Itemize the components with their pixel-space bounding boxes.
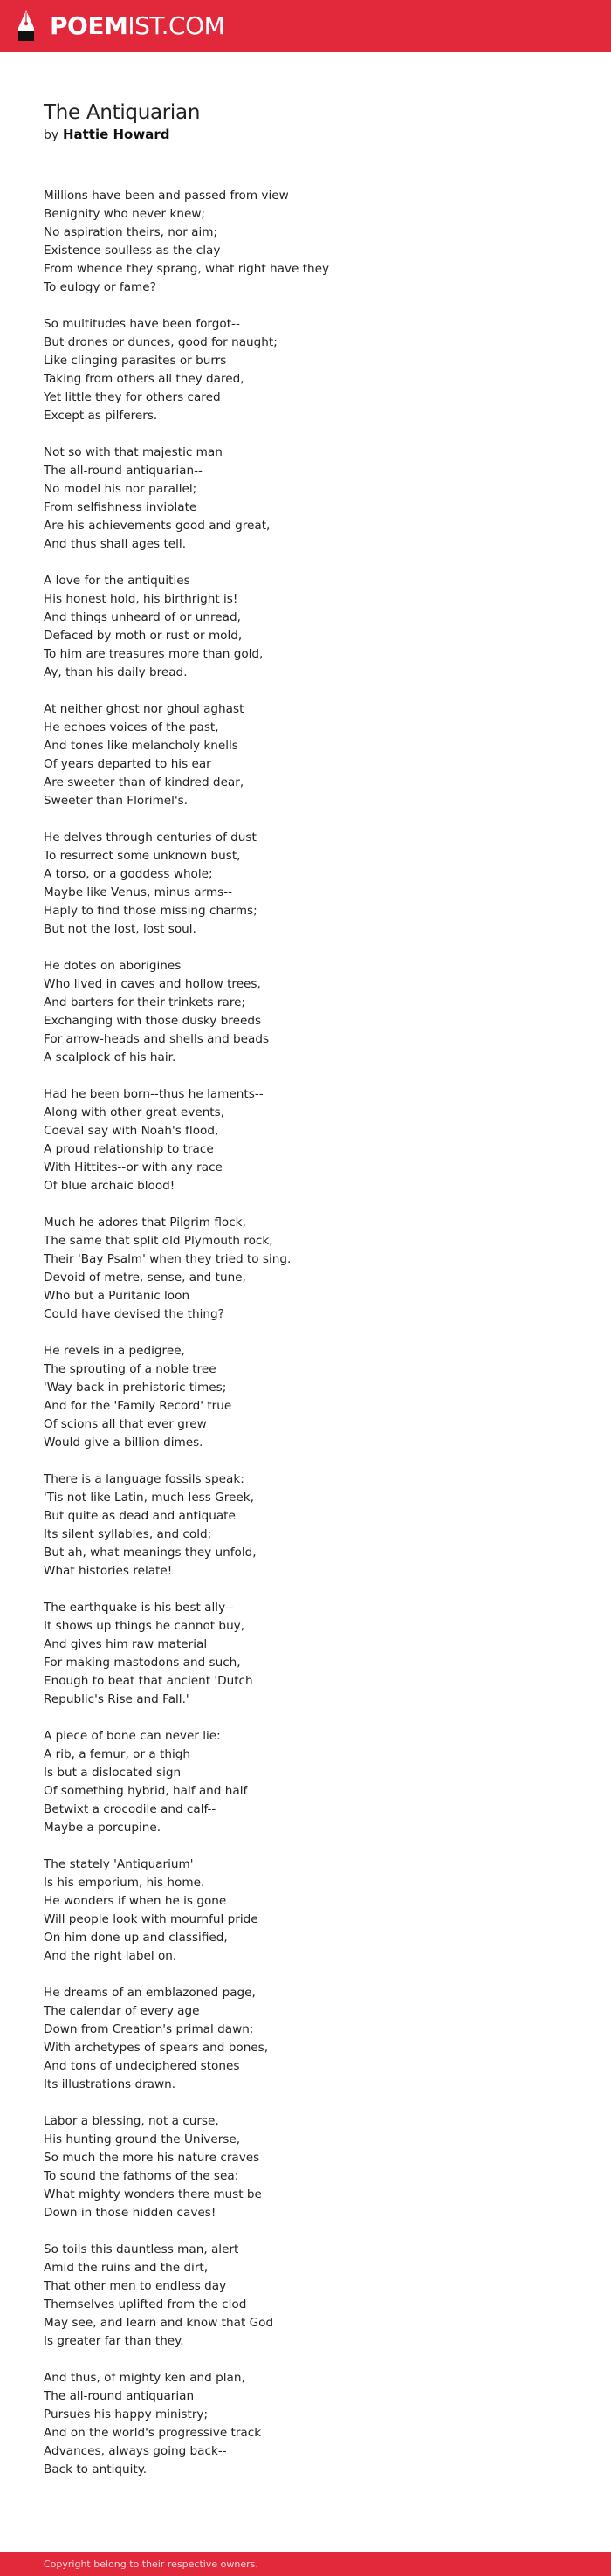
poem-line: A proud relationship to trace bbox=[44, 1142, 214, 1156]
stanza bbox=[44, 444, 567, 554]
logo-light-part: IST.COM bbox=[127, 11, 225, 40]
poem-line: To resurrect some unknown bust, bbox=[44, 849, 241, 863]
poem-line: No model his nor parallel; bbox=[44, 482, 197, 496]
poem-line: Labor a blessing, not a curse, bbox=[44, 2114, 219, 2128]
poem-line: But drones or dunces, good for naught; bbox=[44, 335, 278, 349]
poem-line: Of years departed to his ear bbox=[44, 757, 211, 771]
poem-line: Maybe a porcupine. bbox=[44, 1821, 161, 1835]
site-footer bbox=[0, 2552, 611, 2576]
poem-line: Had he been born--thus he laments-- bbox=[44, 1087, 264, 1101]
poem-line: Existence soulless as the clay bbox=[44, 244, 221, 258]
stanza bbox=[44, 1085, 567, 1195]
stanza bbox=[44, 829, 567, 939]
poem-line: From selfishness inviolate bbox=[44, 500, 197, 514]
stanza bbox=[44, 572, 567, 682]
poem-line: To him are treasures more than gold, bbox=[44, 647, 264, 661]
poem-line: Of something hybrid, half and half bbox=[44, 1784, 248, 1798]
poem-line: Who lived in caves and hollow trees, bbox=[44, 977, 261, 991]
poem-line: Along with other great events, bbox=[44, 1105, 225, 1119]
poem-line: Not so with that majestic man bbox=[44, 445, 223, 459]
poem-line: And the right label on. bbox=[44, 1949, 177, 1963]
poem-line: Sweeter than Florimel's. bbox=[44, 794, 189, 808]
poem-line: Is but a dislocated sign bbox=[44, 1766, 182, 1780]
poem-line: Is his emporium, his home. bbox=[44, 1876, 205, 1890]
stanza bbox=[44, 1342, 567, 1452]
poem-content bbox=[44, 100, 567, 2497]
poem-line: The all-round antiquarian-- bbox=[44, 464, 203, 478]
site-header bbox=[0, 0, 611, 52]
poem-line: From whence they sprang, what right have they bbox=[44, 262, 330, 276]
poem-line: Taking from others all they dared, bbox=[44, 372, 244, 386]
poem-line: Are sweeter than of kindred dear, bbox=[44, 775, 244, 789]
poem-line: Of scions all that ever grew bbox=[44, 1417, 207, 1431]
poem-line: But quite as dead and antiquate bbox=[44, 1509, 236, 1523]
stanza bbox=[44, 1984, 567, 2094]
stanza bbox=[44, 315, 567, 425]
poem-line: Who but a Puritanic loon bbox=[44, 1289, 190, 1303]
poem-line: Advances, always going back-- bbox=[44, 2444, 227, 2458]
copyright-text: Copyright belong to their respective owners. bbox=[44, 2559, 258, 2570]
poem-line: A rib, a femur, or a thigh bbox=[44, 1747, 190, 1761]
poem-line: There is a language fossils speak: bbox=[44, 1472, 244, 1486]
author-link[interactable]: Hattie Howard bbox=[62, 127, 170, 142]
stanza bbox=[44, 1599, 567, 1709]
poem-line: The stately 'Antiquarium' bbox=[44, 1857, 194, 1871]
poem-line: Yet little they for others cared bbox=[44, 390, 221, 404]
poem-line: A torso, or a goddess whole; bbox=[44, 867, 213, 881]
poem-line: And things unheard of or unread, bbox=[44, 610, 241, 624]
poem-line: Devoid of metre, sense, and tune, bbox=[44, 1271, 246, 1285]
poem-line: Will people look with mournful pride bbox=[44, 1912, 258, 1926]
poem-line: Enough to beat that ancient 'Dutch bbox=[44, 1674, 253, 1688]
poem-line: With Hittites--or with any race bbox=[44, 1161, 223, 1174]
poem-line: To sound the fathoms of the sea: bbox=[44, 2169, 239, 2183]
poem-line: And tones like melancholy knells bbox=[44, 739, 238, 753]
poem-line: Of blue archaic blood! bbox=[44, 1179, 175, 1193]
stanza bbox=[44, 1727, 567, 1837]
poem-line: And barters for their trinkets rare; bbox=[44, 995, 246, 1009]
stanza bbox=[44, 1471, 567, 1581]
poem-line: Themselves uplifted from the clod bbox=[44, 2297, 247, 2311]
poem-line: With archetypes of spears and bones, bbox=[44, 2041, 269, 2055]
poem-line: Down from Creation's primal dawn; bbox=[44, 2022, 254, 2036]
poem-line: His hunting ground the Universe, bbox=[44, 2132, 241, 2146]
poem-line: A love for the antiquities bbox=[44, 574, 190, 588]
stanza bbox=[44, 2369, 567, 2479]
pen-nib-icon bbox=[15, 9, 38, 44]
poem-line: Coeval say with Noah's flood, bbox=[44, 1124, 219, 1138]
poem-line: Amid the ruins and the dirt, bbox=[44, 2261, 209, 2275]
poem-title: The Antiquarian bbox=[44, 101, 201, 124]
byline bbox=[44, 126, 567, 144]
stanza bbox=[44, 2112, 567, 2222]
poem-line: So toils this dauntless man, alert bbox=[44, 2242, 239, 2256]
poem-line: Benignity who never knew; bbox=[44, 207, 206, 221]
poem-line: So much the more his nature craves bbox=[44, 2151, 260, 2165]
poem-line: May see, and learn and know that God bbox=[44, 2316, 274, 2330]
poem-line: Except as pilferers. bbox=[44, 409, 158, 423]
poem-line: That other men to endless day bbox=[44, 2279, 227, 2293]
poem-line: Their 'Bay Psalm' when they tried to sing. bbox=[44, 1252, 292, 1266]
poem-line: The earthquake is his best ally-- bbox=[44, 1601, 234, 1615]
stanza bbox=[44, 1214, 567, 1324]
poem-line: Republic's Rise and Fall.' bbox=[44, 1692, 189, 1706]
poem-line: The all-round antiquarian bbox=[44, 2389, 195, 2403]
stanza bbox=[44, 1856, 567, 1966]
byline-label: by bbox=[44, 128, 59, 142]
stanza bbox=[44, 957, 567, 1067]
poem-line: His honest hold, his birthright is! bbox=[44, 592, 238, 606]
poem-line: And for the 'Family Record' true bbox=[44, 1399, 232, 1413]
poem-line: A piece of bone can never lie: bbox=[44, 1729, 221, 1743]
poem-line: He revels in a pedigree, bbox=[44, 1344, 185, 1358]
poem-line: The sprouting of a noble tree bbox=[44, 1362, 216, 1376]
poem-line: Is greater far than they. bbox=[44, 2334, 184, 2348]
stanza bbox=[44, 700, 567, 810]
stanza bbox=[44, 187, 567, 297]
poem-line: Pursues his happy ministry; bbox=[44, 2407, 209, 2421]
poem-line: Haply to find those missing charms; bbox=[44, 904, 257, 918]
poem-line: And thus shall ages tell. bbox=[44, 537, 187, 551]
poem-line: Millions have been and passed from view bbox=[44, 189, 289, 203]
poem-line: Ay, than his daily bread. bbox=[44, 665, 188, 679]
poem-line: He delves through centuries of dust bbox=[44, 830, 257, 844]
poem-line: Its illustrations drawn. bbox=[44, 2077, 176, 2091]
poem-line: Are his achievements good and great, bbox=[44, 519, 271, 533]
poem-line: A scalplock of his hair. bbox=[44, 1050, 176, 1064]
poem-line: No aspiration theirs, nor aim; bbox=[44, 225, 218, 239]
poem-line: At neither ghost nor ghoul aghast bbox=[44, 702, 244, 716]
poem-line: It shows up things he cannot buy, bbox=[44, 1619, 245, 1633]
poem-line: 'Tis not like Latin, much less Greek, bbox=[44, 1491, 254, 1505]
poem-line: On him done up and classified, bbox=[44, 1931, 228, 1945]
poem-line: Maybe like Venus, minus arms-- bbox=[44, 885, 233, 899]
poem-line: Much he adores that Pilgrim flock, bbox=[44, 1216, 246, 1229]
poem-line: Back to antiquity. bbox=[44, 2462, 148, 2476]
site-logo-link[interactable] bbox=[15, 9, 224, 44]
poem-line: He echoes voices of the past, bbox=[44, 720, 219, 734]
poem-line: Exchanging with those dusky breeds bbox=[44, 1014, 262, 1028]
poem-line: To eulogy or fame? bbox=[44, 280, 156, 294]
site-logo-text bbox=[50, 9, 224, 44]
poem-line: He wonders if when he is gone bbox=[44, 1894, 227, 1908]
poem-line: So multitudes have been forgot-- bbox=[44, 317, 240, 331]
stanza bbox=[44, 2241, 567, 2351]
poem-line: Would give a billion dimes. bbox=[44, 1436, 203, 1450]
poem-line: Could have devised the thing? bbox=[44, 1307, 224, 1321]
poem-line: Defaced by moth or rust or mold, bbox=[44, 629, 243, 643]
poem-line: 'Way back in prehistoric times; bbox=[44, 1381, 227, 1395]
poem-line: But not the lost, lost soul. bbox=[44, 922, 196, 936]
poem-line: But ah, what meanings they unfold, bbox=[44, 1546, 257, 1560]
poem-line: And on the world's progressive track bbox=[44, 2426, 262, 2440]
poem-line: Its silent syllables, and cold; bbox=[44, 1527, 212, 1541]
poem-body bbox=[44, 187, 567, 2479]
poem-line: And gives him raw material bbox=[44, 1637, 208, 1651]
poem-line: And thus, of mighty ken and plan, bbox=[44, 2371, 245, 2385]
poem-line: The same that split old Plymouth rock, bbox=[44, 1234, 273, 1248]
poem-line: What mighty wonders there must be bbox=[44, 2187, 262, 2201]
poem-line: He dotes on aborigines bbox=[44, 959, 182, 973]
logo-bold-part: POEM bbox=[50, 11, 128, 40]
poem-line: Like clinging parasites or burrs bbox=[44, 354, 227, 368]
poem-line: The calendar of every age bbox=[44, 2004, 200, 2018]
poem-line: What histories relate! bbox=[44, 1564, 173, 1578]
poem-line: Down in those hidden caves! bbox=[44, 2206, 216, 2220]
poem-line: For making mastodons and such, bbox=[44, 1656, 241, 1670]
poem-line: He dreams of an emblazoned page, bbox=[44, 1986, 256, 2000]
poem-line: And tons of undeciphered stones bbox=[44, 2059, 240, 2073]
poem-line: Betwixt a crocodile and calf-- bbox=[44, 1802, 216, 1816]
poem-line: For arrow-heads and shells and beads bbox=[44, 1032, 270, 1046]
